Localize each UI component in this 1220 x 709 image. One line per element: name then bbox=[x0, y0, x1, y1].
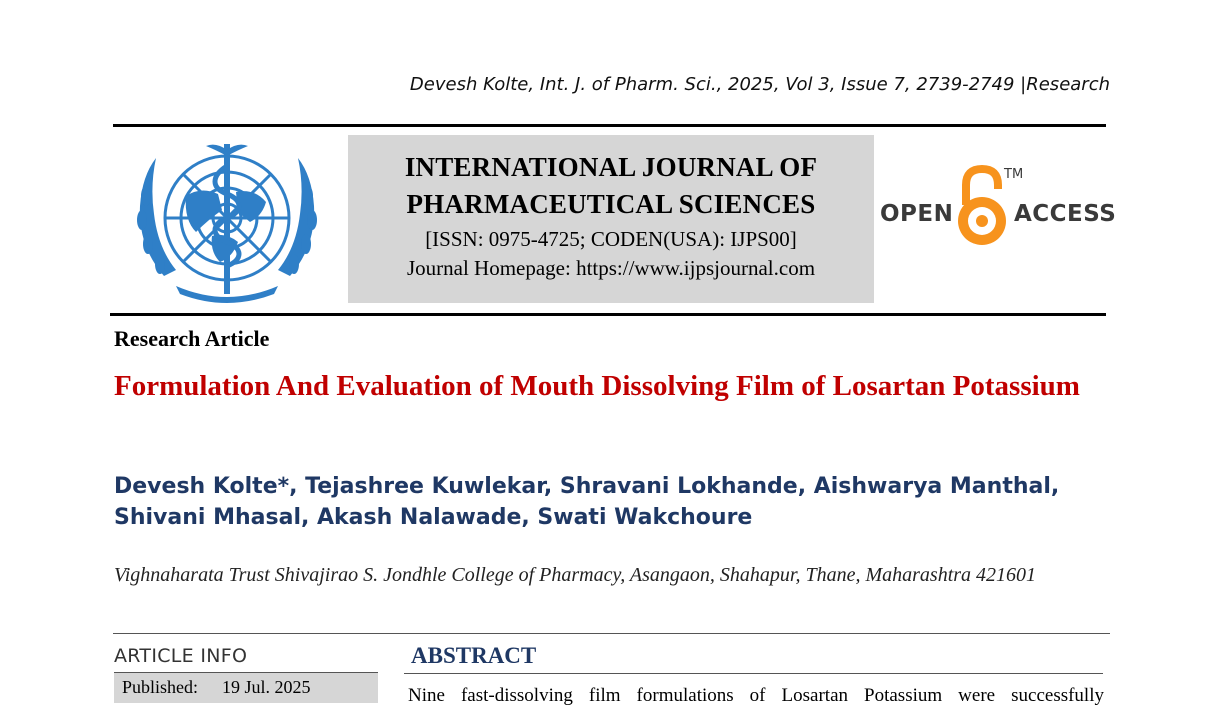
abstract-rule bbox=[404, 673, 1103, 674]
top-rule bbox=[113, 124, 1106, 127]
journal-issn: [ISSN: 0975-4725; CODEN(USA): IJPS00] bbox=[425, 227, 797, 251]
authors-line-1: Devesh Kolte*, Tejashree Kuwlekar, Shravani Lokhande, Aishwarya Manthal, bbox=[114, 474, 1060, 499]
article-type: Research Article bbox=[114, 326, 270, 351]
affiliation: Vighnaharata Trust Shivajirao S. Jondhle College of Pharmacy, Asangaon, Shahapur, Thane, Maharashtra 421601 bbox=[114, 564, 1037, 586]
emblem-icon bbox=[126, 136, 328, 306]
article-info-box bbox=[114, 673, 378, 703]
open-access-word-access: ACCESS bbox=[1014, 201, 1117, 227]
section-divider bbox=[113, 633, 1110, 634]
open-access-tm: TM bbox=[1004, 167, 1024, 182]
article-title: Formulation And Evaluation of Mouth Dissolving Film of Losartan Potassium bbox=[114, 370, 1080, 402]
journal-title-line1: INTERNATIONAL JOURNAL OF bbox=[404, 152, 818, 182]
open-access-word-open: OPEN bbox=[880, 201, 954, 227]
article-info-heading: ARTICLE INFO bbox=[114, 645, 248, 667]
published-label: Published: bbox=[122, 677, 199, 697]
running-head: Devesh Kolte, Int. J. of Pharm. Sci., 2025, Vol 3, Issue 7, 2739-2749 |Research bbox=[409, 74, 1110, 95]
published-date: 19 Jul. 2025 bbox=[222, 677, 311, 697]
open-access-lock-icon bbox=[954, 165, 1010, 251]
abstract-heading: ABSTRACT bbox=[411, 643, 537, 668]
journal-masthead bbox=[348, 135, 874, 303]
journal-title-line2: PHARMACEUTICAL SCIENCES bbox=[406, 189, 816, 219]
author-list bbox=[114, 471, 1104, 533]
open-access-logo bbox=[880, 165, 1117, 255]
authors-line-2: Shivani Mhasal, Akash Nalawade, Swati Wakchoure bbox=[114, 505, 753, 530]
header-bottom-rule bbox=[110, 313, 1106, 316]
journal-homepage: Journal Homepage: https://www.ijpsjournal.com bbox=[406, 256, 816, 280]
abstract-text: Nine fast-dissolving film formulations of Losartan Potassium were successfully bbox=[408, 685, 1104, 706]
